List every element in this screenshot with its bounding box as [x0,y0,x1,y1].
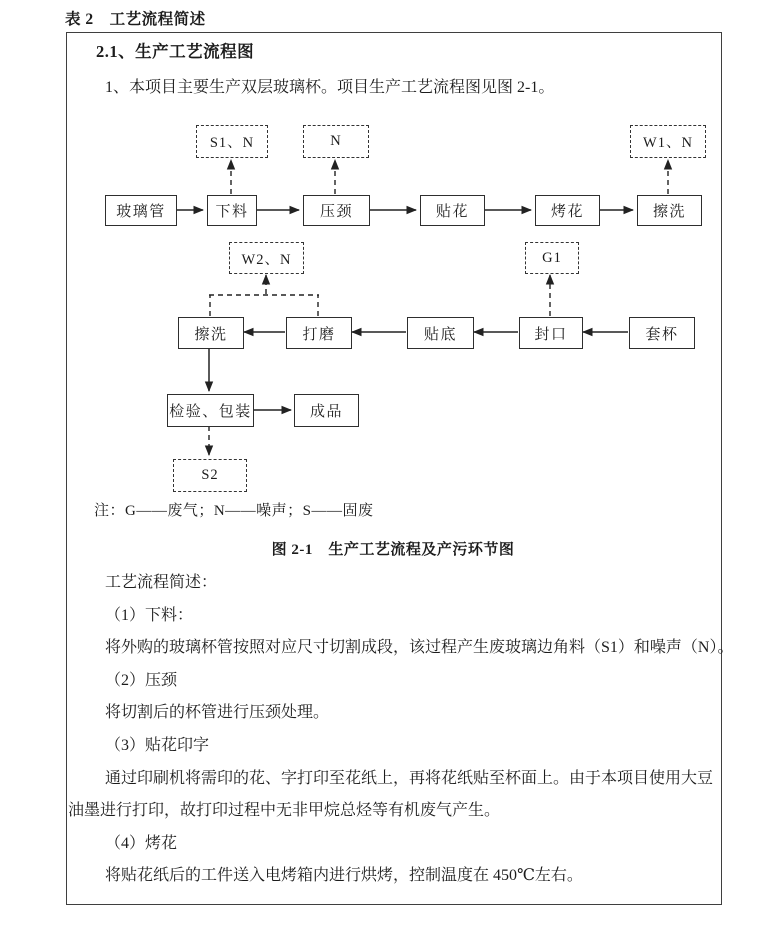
description-line: （1）下料： [105,606,194,624]
emission-box-n: N [303,125,369,158]
description-line: 油墨进行打印，故打印过程中无非甲烷总烃等有机废气产生。 [68,802,501,820]
process-description [68,567,734,893]
description-line: 工艺流程简述： [105,574,218,591]
description-line: 通过印刷机将需印的花、字打印至花纸上，再将花纸贴至杯面上。由于本项目使用大豆 [105,769,714,787]
flow-node-bottom-sticking: 贴底 [407,317,474,349]
table-title: 表 2 工艺流程简述 [65,11,206,28]
flow-node-wiping-2: 擦洗 [178,317,244,349]
emission-box-s1-n: S1、N [196,125,268,158]
description-line: （3）贴花印字 [105,736,210,754]
flow-node-sealing: 封口 [519,317,583,349]
flow-node-glass-tube: 玻璃管 [105,195,177,226]
emission-box-g1: G1 [525,242,579,274]
description-line: 将外购的玻璃杯管按照对应尺寸切割成段，该过程产生废玻璃边角料（S1）和噪声（N）。 [105,639,734,657]
flow-node-grinding: 打磨 [286,317,352,349]
flow-node-cutting: 下料 [207,195,257,226]
flow-node-inspection-packing: 检验、包装 [167,394,254,427]
description-line: 将切割后的杯管进行压颈处理。 [105,704,330,722]
description-line: （2）压颈 [105,671,178,689]
description-line: （4）烤花 [105,834,178,852]
flow-node-cup-nesting: 套杯 [629,317,695,349]
emission-box-w2-n: W2、N [229,242,304,274]
emission-box-s2: S2 [173,459,247,492]
flow-node-decal-applying: 贴花 [420,195,485,226]
description-line: 将贴花纸后的工件送入电烤箱内进行烘烤，控制温度在 450℃左右。 [105,867,583,885]
emission-box-w1-n: W1、N [630,125,706,158]
flow-node-neck-pressing: 压颈 [303,195,370,226]
flow-node-finished-product: 成品 [294,394,359,427]
intro-paragraph: 1、本项目主要生产双层玻璃杯。项目生产工艺流程图见图 2-1。 [105,79,555,96]
diagram-legend-note: 注：G——废气；N——噪声；S——固废 [94,503,374,519]
section-heading: 2.1、生产工艺流程图 [96,42,255,61]
figure-caption: 图 2-1 生产工艺流程及产污环节图 [271,542,515,558]
flow-node-wiping-1: 擦洗 [637,195,702,226]
flow-node-decal-baking: 烤花 [535,195,600,226]
